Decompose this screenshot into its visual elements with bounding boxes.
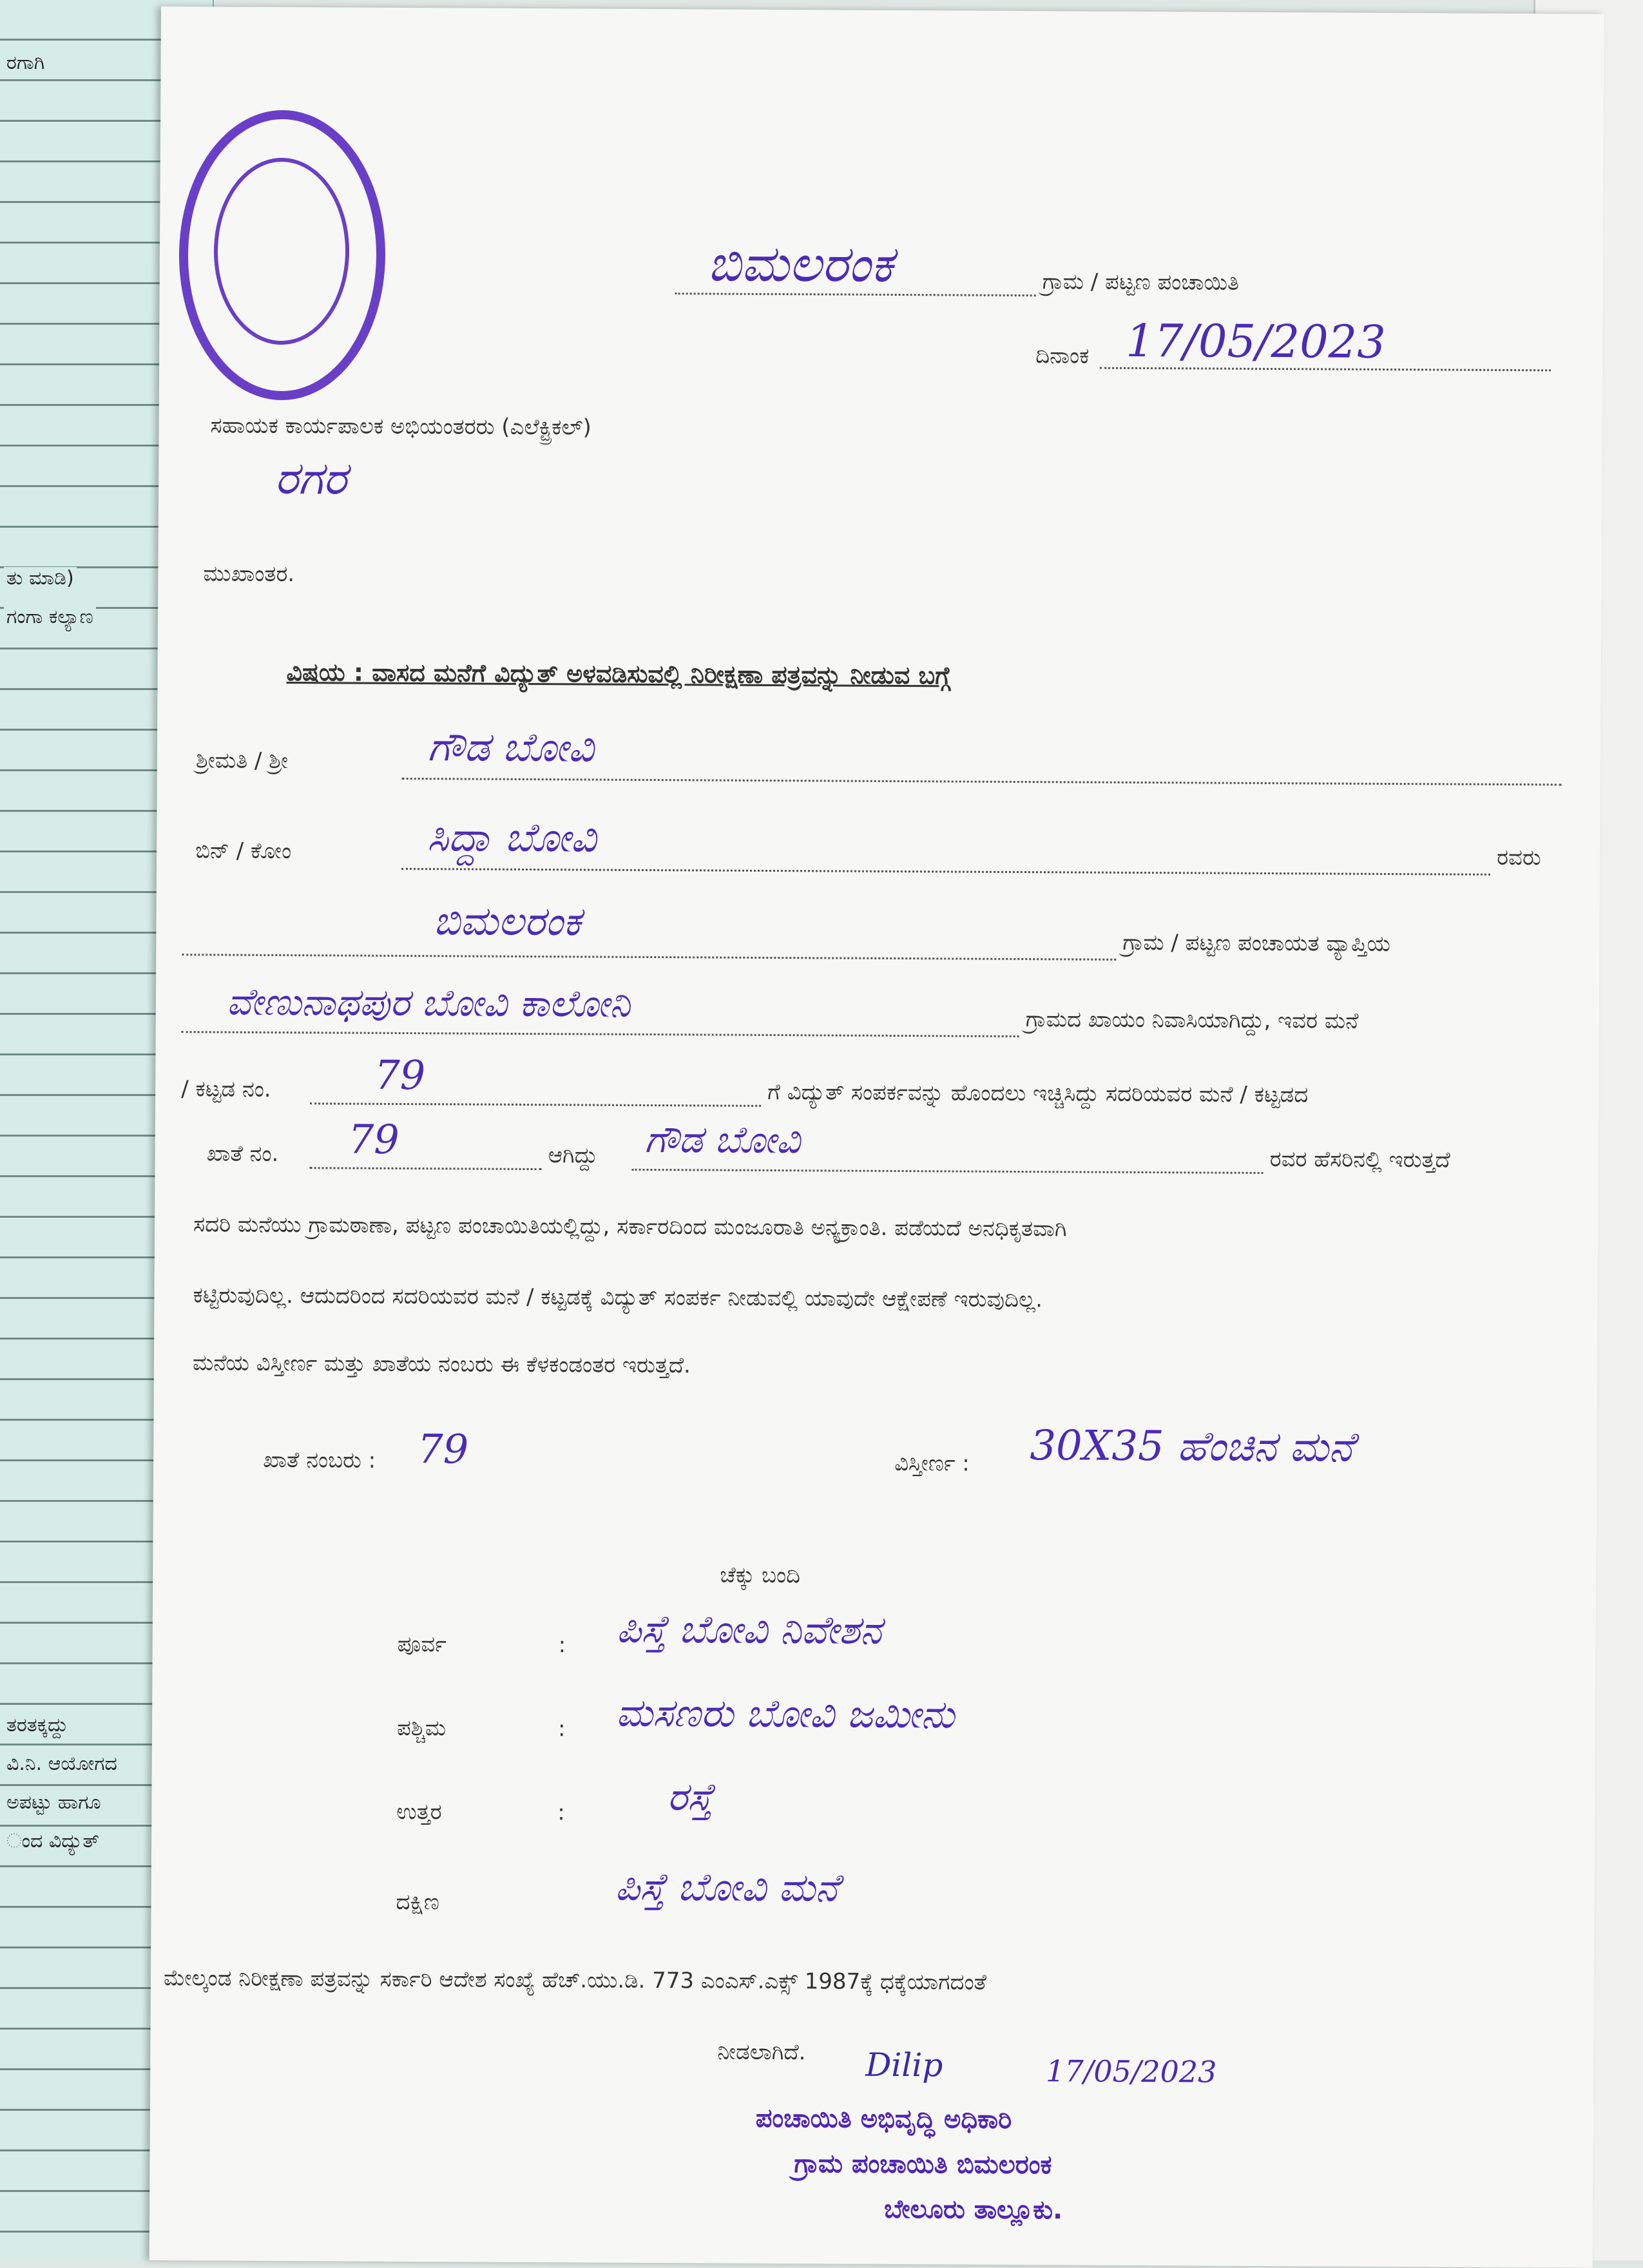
boundary-value-north: ರಸ್ತೆ: [667, 1774, 713, 1820]
boundary-label-north: ಉತ್ತರ: [396, 1798, 442, 1825]
dotted-line: [401, 868, 1490, 876]
seal-text-line: ಗ್ರಾಮ ಪಂಚಾಯಿತಿ ಬಿಮಲರಂಕ: [794, 2149, 1052, 2180]
dotted-line: [182, 1031, 1019, 1037]
boundary-label-south: ದಕ್ಷಿಣ: [396, 1888, 439, 1916]
date-value: 17/05/2023: [1126, 314, 1386, 369]
building-suffix: ಗೆ ವಿದ್ಯುತ್ ಸಂಪರ್ಕವನ್ನು ಹೊಂದಲು ಇಚ್ಚಿಸಿದ್ದು ಸದರಿಯವರ ಮನೆ / ಕಟ್ಟಡದ: [767, 1079, 1309, 1108]
colon: :: [558, 1632, 566, 1658]
khata-suffix: ರವರ ಹೆಸರಿನಲ್ಲಿ ಇರುತ್ತದೆ: [1269, 1146, 1450, 1173]
dotted-line: [632, 1169, 1263, 1174]
office-seal-stamp: [178, 110, 386, 401]
edge-text: ರಗಾಗಿ: [4, 52, 47, 74]
boundary-value-west: ಮಸಣರು ಬೋವಿ ಜಮೀನು: [615, 1690, 955, 1738]
dotted-line: [402, 778, 1562, 785]
via-label: ಮುಖಾಂತರ.: [203, 561, 295, 588]
locality-name: ವೇಣುನಾಥಪುರ ಬೋವಿ ಕಾಲೋನಿ: [226, 979, 631, 1026]
relation-name: ಸಿದ್ದಾ ಬೋವಿ: [427, 813, 597, 861]
body-paragraph-line: ಸದರಿ ಮನೆಯು ಗ್ರಾಮಠಾಣಾ, ಪಟ್ಟಣ ಪಂಚಾಯಿತಿಯಲ್ಲಿದ್ದು, ಸರ್ಕಾರದಿಂದ ಮಂಜೂರಾತಿ ಅನ್ಯಕ್ರಾಂತಿ. ಪಡೆಯದೆ ಅನಧಿಕೃತವಾಗಿ: [193, 1211, 1067, 1242]
name-label: ಶ್ರೀಮತಿ / ಶ್ರೀ: [195, 747, 289, 774]
khata-number-label: ಖಾತೆ ನಂಬರು :: [263, 1446, 376, 1474]
signature-date: 17/05/2023: [1046, 2053, 1217, 2090]
edge-text: ವಿ.ನಿ. ಆಯೋಗದ: [4, 1753, 120, 1775]
boundary-label-east: ಪೂರ್ವ: [397, 1631, 447, 1658]
relation-suffix: ರವರು: [1497, 844, 1541, 871]
seal-text-line: ಬೇಲೂರು ತಾಲ್ಲೂಕು.: [883, 2194, 1063, 2225]
edge-text: ತರತಕ್ಕದ್ದು: [4, 1714, 71, 1736]
area-value: 30X35 ಹೆಂಚಿನ ಮನೆ: [1030, 1422, 1354, 1472]
relation-label: ಬಿನ್ / ಕೋಂ: [195, 838, 292, 865]
colon: :: [557, 1716, 566, 1742]
addressee-title: ಸಹಾಯಕ ಕಾರ್ಯಪಾಲಕ ಅಭಿಯಂತರರು (ಎಲೆಕ್ಟ್ರಿಕಲ್): [210, 412, 591, 441]
boundary-value-south: ಪಿಸ್ತೆ ಬೋವಿ ಮನೆ: [615, 1864, 839, 1911]
colon: :: [557, 1800, 565, 1826]
boundaries-heading: ಚೆಕ್ಕು ಬಂದಿ: [720, 1562, 801, 1589]
building-label: / ಕಟ್ಟಡ ನಂ.: [181, 1076, 271, 1102]
edge-text: ಗಂಗಾ ಕಲ್ಯಾಣ: [4, 606, 96, 628]
body-paragraph-line: ಮನೆಯ ವಿಸ್ತೀರ್ಣ ಮತ್ತು ಖಾತೆಯ ನಂಬರು ಈ ಕೆಳಕಂಡಂತರ ಇರುತ್ತದೆ.: [192, 1350, 691, 1379]
edge-text: ಅಪಟ್ಟು ಹಾಗೂ: [4, 1791, 104, 1814]
village-name: ಬಿಮಲರಂಕ: [433, 897, 581, 945]
dotted-line: [310, 1102, 761, 1107]
building-number: 79: [374, 1051, 426, 1099]
boundary-label-west: ಪಶ್ಚಿಮ: [396, 1715, 447, 1742]
closing-line: ಮೇಲ್ಕಂಡ ನಿರೀಕ್ಷಣಾ ಪತ್ರವನ್ನು ಸರ್ಕಾರಿ ಆದೇಶ ಸಂಖ್ಯೆ ಹೆಚ್.ಯು.ಡಿ. 773 ಎಂಎಸ್.ಎಕ್ಸ್ 1987ಕ್ಕೆ ಧಕ್ಕೆಯಾಗದಂತೆ: [163, 1965, 987, 1995]
officer-signature: Dilip: [865, 2046, 943, 2084]
village-suffix: ಗ್ರಾಮ / ಪಟ್ಟಣ ಪಂಚಾಯತ ವ್ಯಾಪ್ತಿಯ: [1122, 929, 1391, 957]
document-page: [149, 6, 1604, 2268]
dotted-line: [182, 954, 1116, 961]
addressee-place: ರಗರ: [274, 451, 347, 505]
khata-owner-name: ಗೌಡ ಬೋವಿ: [644, 1117, 801, 1162]
dotted-line: [310, 1167, 542, 1170]
subject-line: ವಿಷಯ : ವಾಸದ ಮನೆಗೆ ವಿದ್ಯುತ್ ಅಳವಡಿಸುವಲ್ಲಿ ನಿರೀಕ್ಷಣಾ ಪತ್ರವನ್ನು ನೀಡುವ ಬಗ್ಗೆ: [286, 658, 951, 690]
khata-number: 79: [348, 1115, 399, 1163]
edge-text: ಂದ ವಿದ್ಯುತ್: [4, 1830, 102, 1852]
dotted-line: [675, 293, 1036, 296]
panchayat-label: ಗ್ರಾಮ / ಪಟ್ಟಣ ಪಂಚಾಯಿತಿ: [1042, 269, 1240, 296]
edge-text: ತು ಮಾಡಿ): [4, 567, 77, 590]
applicant-name: ಗೌಡ ಬೋವಿ: [427, 723, 595, 771]
khata-label: ಖಾತೆ ನಂ.: [206, 1140, 279, 1167]
date-label: ದಿನಾಂಕ: [1035, 343, 1090, 369]
khata-mid: ಆಗಿದ್ದು: [548, 1142, 598, 1169]
boundary-value-east: ಪಿಸ್ತೆ ಬೋವಿ ನಿವೇಶನ: [616, 1606, 882, 1653]
village-name-handwritten: ಬಿಮಲರಂಕ: [707, 235, 894, 294]
locality-suffix: ಗ್ರಾಮದ ಖಾಯಂ ನಿವಾಸಿಯಾಗಿದ್ದು, ಇವರ ಮನೆ: [1025, 1006, 1359, 1034]
seal-text-line: ಪಂಚಾಯಿತಿ ಅಭಿವೃದ್ಧಿ ಅಧಿಕಾರಿ: [755, 2103, 1012, 2135]
closing-line-2: ನೀಡಲಾಗಿದೆ.: [717, 2039, 806, 2066]
body-paragraph-line: ಕಟ್ಟಿರುವುದಿಲ್ಲ. ಆದುದರಿಂದ ಸದರಿಯವರ ಮನೆ / ಕಟ್ಟಡಕ್ಕೆ ವಿದ್ಯುತ್ ಸಂಪರ್ಕ ನೀಡುವಲ್ಲಿ ಯಾವುದೇ ಆಕ್ಷೇಪಣೆ ಇರುವುದಿಲ್ಲ.: [193, 1282, 1043, 1313]
seal-inner-ring: [213, 157, 350, 345]
khata-number-value: 79: [418, 1425, 469, 1473]
area-label: ವಿಸ್ತೀರ್ಣ :: [894, 1450, 970, 1477]
